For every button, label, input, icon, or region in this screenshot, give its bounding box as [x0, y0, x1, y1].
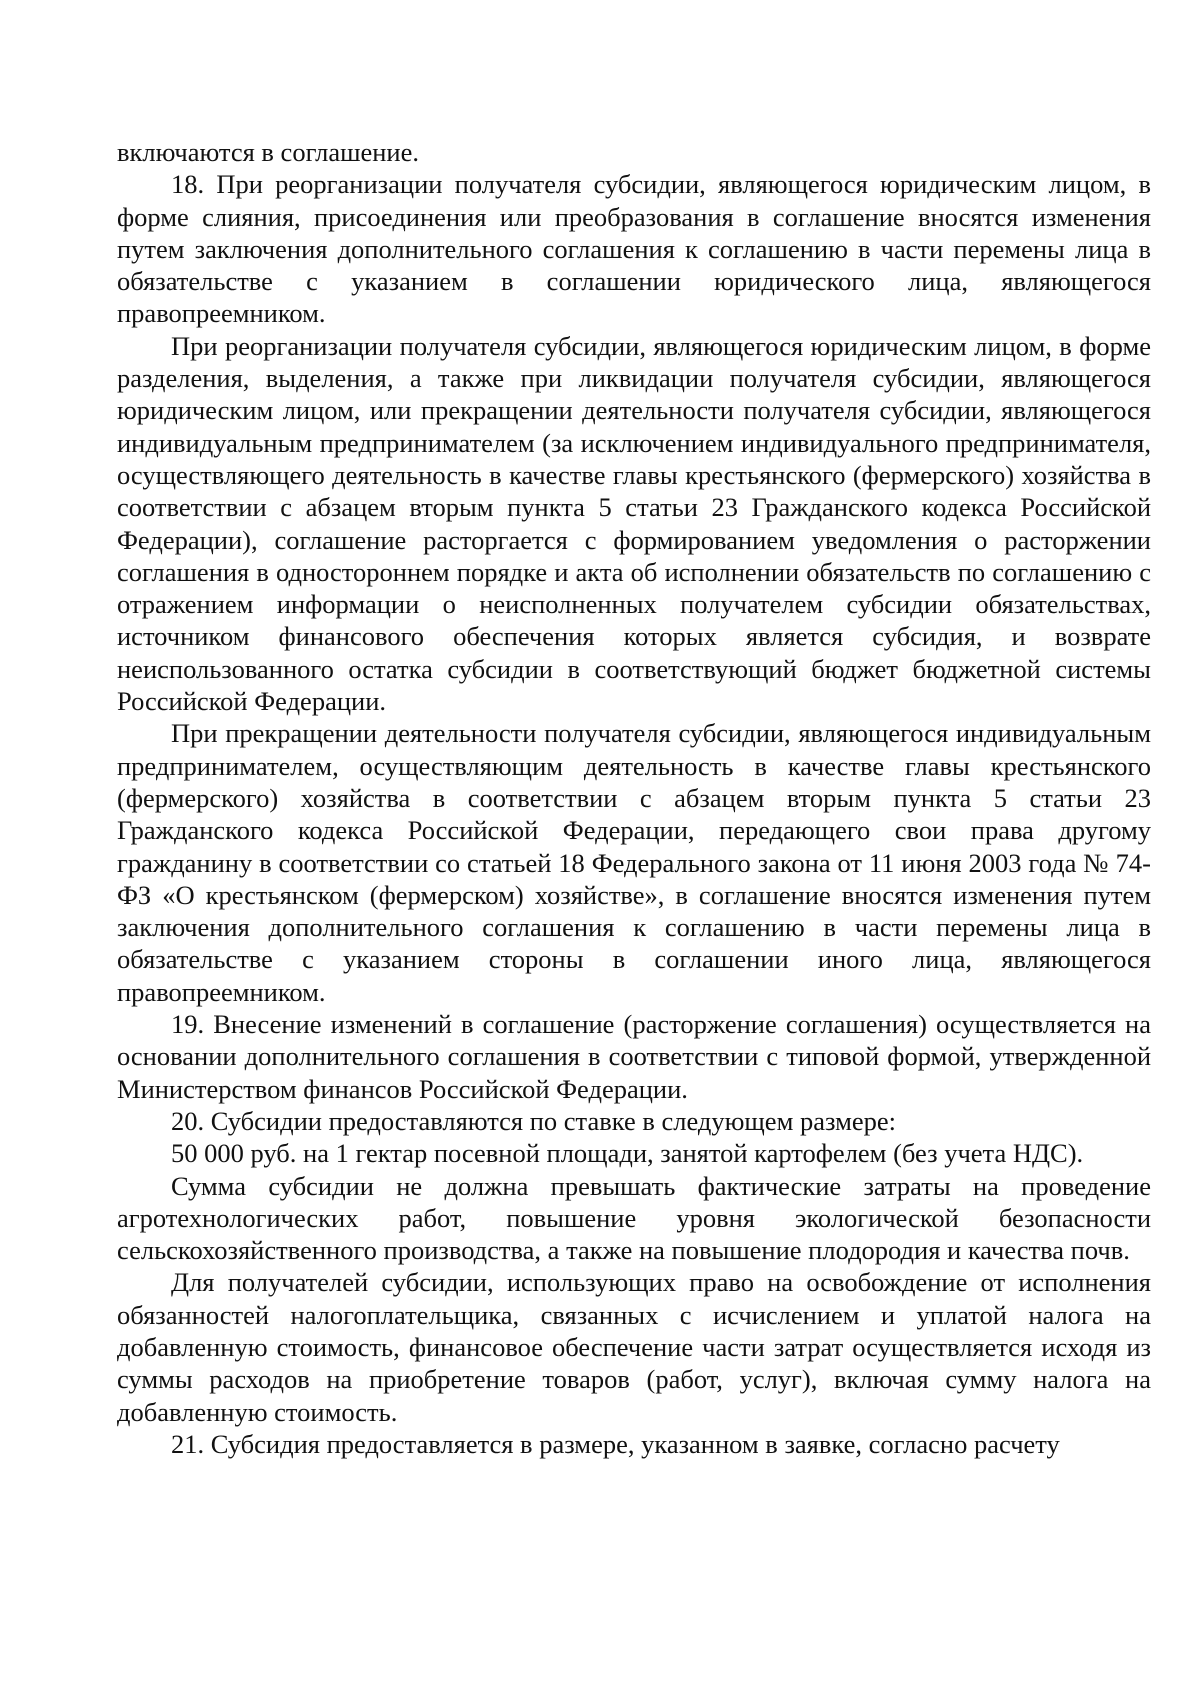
paragraph-item-20: 20. Субсидии предоставляются по ставке в следующем размере:: [171, 1105, 896, 1136]
paragraph-continuation: включаются в соглашение.: [117, 137, 419, 167]
paragraph-item-18: 18. При реорганизации получателя субсидии, являющегося юридическим лицом, в форме слияния, присоединения или преобразования в соглашение вносятся изменения путем заключения дополнительного соглашения к соглашению в части перемены лица в обязательстве с указанием в соглашении юридического лица, являющегося правопреемником.: [117, 169, 1151, 329]
paragraph-subsidy-limit: Сумма субсидии не должна превышать фактические затраты на проведение агротехнологических работ, повышение уровня экологической безопасности сельскохозяйственного производства, а также на повышение плодородия и качества почв.: [117, 1170, 1151, 1266]
paragraph-item-21: 21. Субсидия предоставляется в размере, указанном в заявке, согласно расчету: [171, 1428, 1060, 1459]
document-body: [117, 136, 1151, 1460]
paragraph-termination-farm-head: При прекращении деятельности получателя субсидии, являющегося индивидуальным предпринимателем, осуществляющим деятельность в качестве главы крестьянского (фермерского) хозяйства в соответствии с абзацем вторым пункта 5 статьи 23 Гражданского кодекса Российской Федерации, передающего свои права другому гражданину в соответствии со статьей 18 Федерального закона от 11 июня 2003 года № 74-ФЗ «О крестьянском (фермерском) хозяйстве», в соглашение вносятся изменения путем заключения дополнительного соглашения к соглашению в части перемены лица в обязательстве с указанием стороны в соглашении иного лица, являющегося правопреемником.: [117, 718, 1151, 1007]
paragraph-reorganization-division: При реорганизации получателя субсидии, являющегося юридическим лицом, в форме разделения, выделения, а также при ликвидации получателя субсидии, являющегося юридическим лицом, или прекращении деятельности получателя субсидии, являющегося индивидуальным предпринимателем (за исключением индивидуального предпринимателя, осуществляющего деятельность в качестве главы крестьянского (фермерского) хозяйства в соответствии с абзацем вторым пункта 5 статьи 23 Гражданского кодекса Российской Федерации), соглашение расторгается с формированием уведомления о расторжении соглашения в одностороннем порядке и акта об исполнении обязательств по соглашению с отражением информации о неисполненных получателем субсидии обязательствах, источником финансового обеспечения которых является субсидия, и возврате неиспользованного остатка субсидии в соответствующий бюджет бюджетной системы Российской Федерации.: [117, 330, 1151, 717]
paragraph-vat-exempt: Для получателей субсидии, использующих право на освобождение от исполнения обязанностей налогоплательщика, связанных с исчислением и уплатой налога на добавленную стоимость, финансовое обеспечение части затрат осуществляется исходя из суммы расходов на приобретение товаров (работ, услуг), включая сумму налога на добавленную стоимость.: [117, 1267, 1151, 1427]
paragraph-rate: 50 000 руб. на 1 гектар посевной площади, занятой картофелем (без учета НДС).: [171, 1138, 1084, 1169]
paragraph-item-19: 19. Внесение изменений в соглашение (расторжение соглашения) осуществляется на основании дополнительного соглашения в соответствии с типовой формой, утвержденной Министерством финансов Российской Федерации.: [117, 1009, 1151, 1104]
